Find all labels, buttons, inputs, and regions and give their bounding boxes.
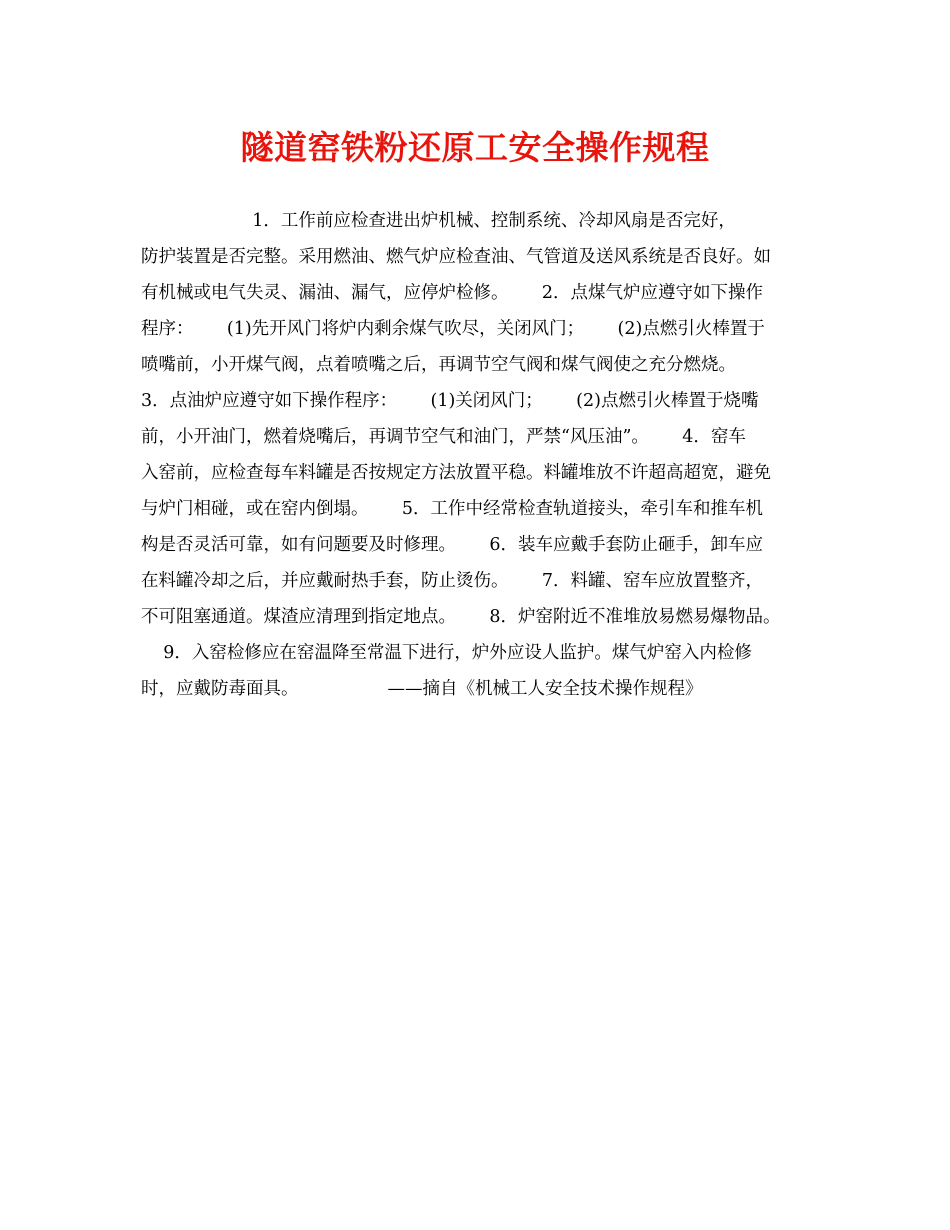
body-line: 1．工作前应检查进出炉机械、控制系统、冷却风扇是否完好， [141,211,736,231]
body-line: 构是否灵活可靠，如有问题要及时修理。 6．装车应戴手套防止砸手，卸车应 [141,535,764,555]
body-line: 程序： (1)先开风门将炉内剩余煤气吹尽，关闭风门； (2)点燃引火棒置于 [141,319,765,339]
body-line: 有机械或电气失灵、漏油、漏气，应停炉检修。 2．点煤气炉应遵守如下操作 [141,283,764,303]
body-line: 防护装置是否完整。采用燃油、燃气炉应检查油、气管道及送风系统是否良好。如 [141,247,771,267]
body-line: 前，小开油门，燃着烧嘴后，再调节空气和油门，严禁“风压油”。 4．窑车 [141,427,746,447]
body-line: 入窑前，应检查每车料罐是否按规定方法放置平稳。料罐堆放不许超高超宽，避免 [141,463,771,483]
body-line: 喷嘴前，小开煤气阀，点着喷嘴之后，再调节空气阀和煤气阀使之充分燃烧。 [141,355,736,375]
document-title: 隧道窑铁粉还原工安全操作规程 [240,128,710,167]
body-line: 与炉门相碰，或在窑内倒塌。 5．工作中经常检查轨道接头，牵引车和推车机 [141,499,764,519]
body-line: 3．点油炉应遵守如下操作程序： (1)关闭风门； (2)点燃引火棒置于烧嘴 [141,391,759,411]
body-line: 9．入窑检修应在窑温降至常温下进行，炉外应设人监护。煤气炉窑入内检修 [141,643,752,663]
body-line: 时，应戴防毒面具。 ——摘自《机械工人安全技术操作规程》 [141,679,703,699]
body-line: 在料罐冷却之后，并应戴耐热手套，防止烫伤。 7．料罐、窑车应放置整齐， [141,571,764,591]
body-line: 不可阻塞通道。煤渣应清理到指定地点。 8．炉窑附近不准堆放易燃易爆物品。 [141,607,781,627]
document-body [141,203,825,707]
